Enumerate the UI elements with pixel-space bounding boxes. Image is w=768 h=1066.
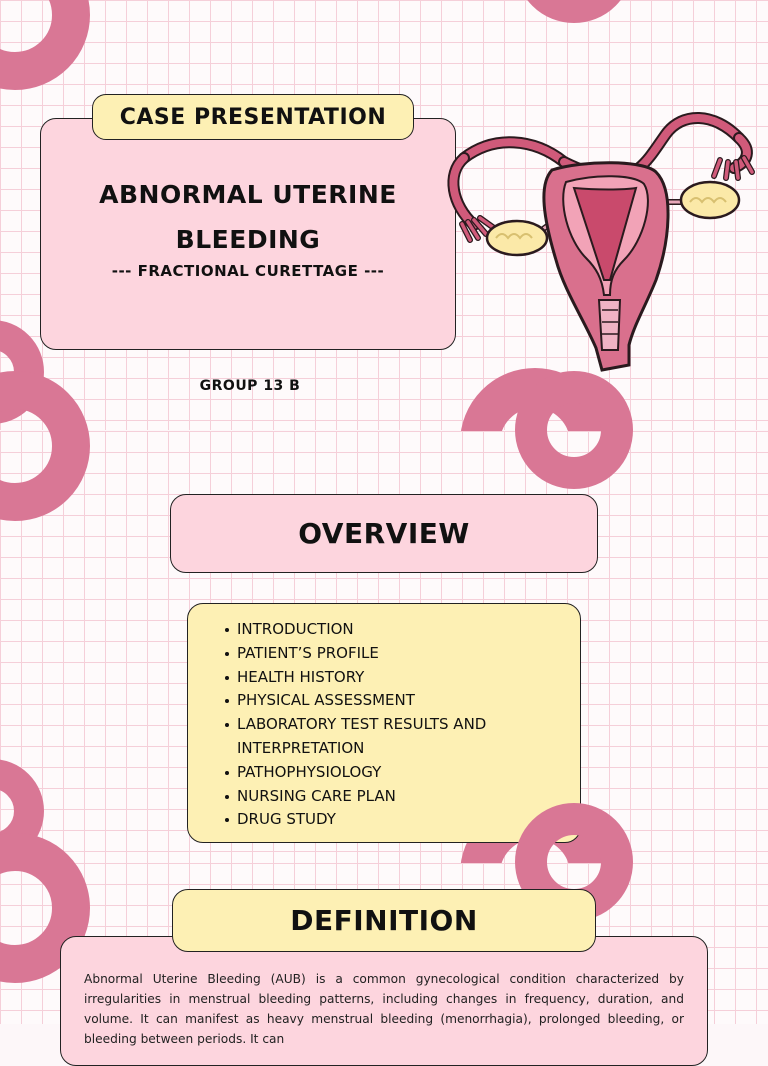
overview-list [225,618,565,832]
definition-heading: DEFINITION [290,904,478,937]
presentation-subtitle: --- FRACTIONAL CURETTAGE --- [111,262,385,280]
definition-body: Abnormal Uterine Bleeding (AUB) is a common gynecological condition characterized by irregularities in menstrual bleeding patterns, including changes in frequency, duration, and volume. It can manifest as heavy menstrual bleeding (menorrhagia), prolonged bleeding, or bleeding between periods. It can [84,972,684,1046]
slide-title [0,0,768,430]
ring-decoration [515,371,633,489]
list-item: HEALTH HISTORY [225,666,565,690]
uterus-illustration-icon [434,90,764,380]
case-presentation-label: CASE PRESENTATION [119,104,387,130]
list-item: NURSING CARE PLAN [225,785,565,809]
list-item: DRUG STUDY [225,808,565,832]
ring-decoration [515,0,633,23]
list-item: PHYSICAL ASSESSMENT [225,689,565,713]
list-item: LABORATORY TEST RESULTS AND INTERPRETATION [225,713,565,761]
list-item: PATHOPHYSIOLOGY [225,761,565,785]
overview-heading: OVERVIEW [298,517,470,550]
presentation-title: ABNORMAL UTERINE BLEEDING [99,180,397,254]
slide-overview [0,431,768,863]
list-item: INTRODUCTION [225,618,565,642]
list-item: PATIENT’S PROFILE [225,642,565,666]
ring-decoration [0,0,90,90]
group-label: GROUP 13 B [199,378,301,394]
overview-list-card [187,603,581,843]
slide-definition [0,863,768,1046]
